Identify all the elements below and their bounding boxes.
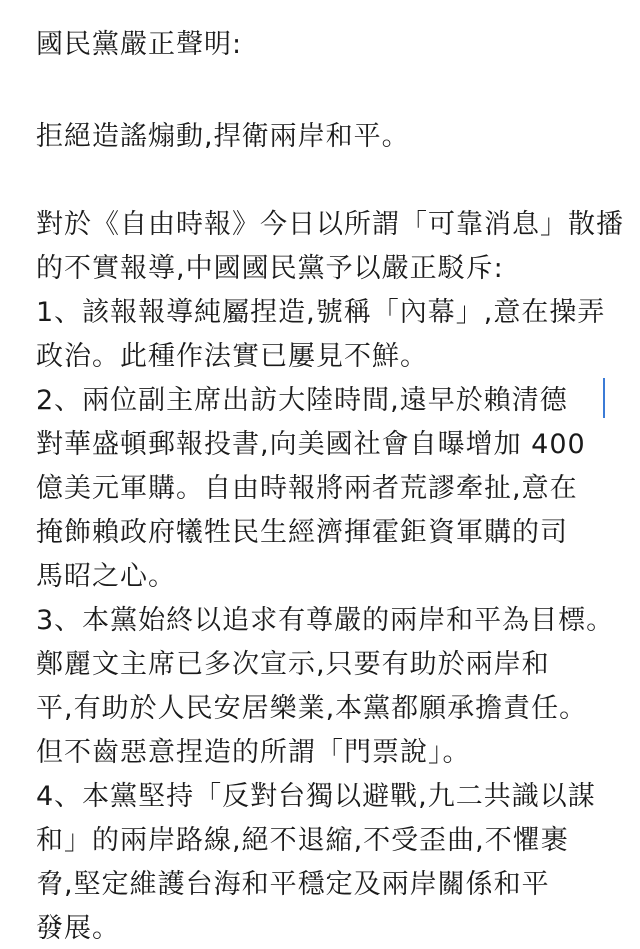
intro-line-1: 對於《自由時報》今日以所謂「可靠消息」散播 [36, 209, 624, 240]
point-4-line-1: 4、本黨堅持「反對台獨以避戰,九二共識以謀 [36, 781, 596, 812]
point-2-line-2: 對華盛頓郵報投書,向美國社會自曝增加 400 [36, 429, 586, 460]
intro-line-2: 的不實報導,中國國民黨予以嚴正駁斥: [36, 253, 504, 284]
statement-slogan: 拒絕造謠煽動,捍衛兩岸和平。 [36, 121, 410, 152]
point-2-line-3: 億美元軍購。自由時報將兩者荒謬牽扯,意在 [36, 473, 578, 504]
point-3-line-1: 3、本黨始終以追求有尊嚴的兩岸和平為目標。 [36, 605, 615, 636]
point-1-line-1: 1、該報報導純屬捏造,號稱「內幕」,意在操弄 [36, 297, 606, 328]
point-3-line-3: 平,有助於人民安居樂業,本黨都願承擔責任。 [36, 693, 588, 724]
point-4-line-3: 脅,堅定維護台海和平穩定及兩岸關係和平 [36, 869, 550, 900]
point-2-line-1: 2、兩位副主席出訪大陸時間,遠早於賴清德 [36, 385, 568, 416]
point-3-line-4: 但不齒惡意捏造的所謂「門票說」。 [36, 737, 471, 768]
point-1-line-2: 政治。此種作法實已屢見不鮮。 [36, 341, 428, 372]
point-3-line-2: 鄭麗文主席已多次宣示,只要有助於兩岸和 [36, 649, 550, 680]
text-caret [603, 378, 605, 418]
statement-heading: 國民黨嚴正聲明: [36, 29, 243, 60]
point-2-line-4: 掩飾賴政府犧牲民生經濟揮霍鉅資軍購的司 [36, 517, 568, 548]
point-4-line-4: 發展。 [36, 913, 120, 944]
point-4-line-2: 和」的兩岸路線,絕不退縮,不受歪曲,不懼裹 [36, 825, 569, 856]
point-2-line-5: 馬昭之心。 [36, 561, 176, 592]
